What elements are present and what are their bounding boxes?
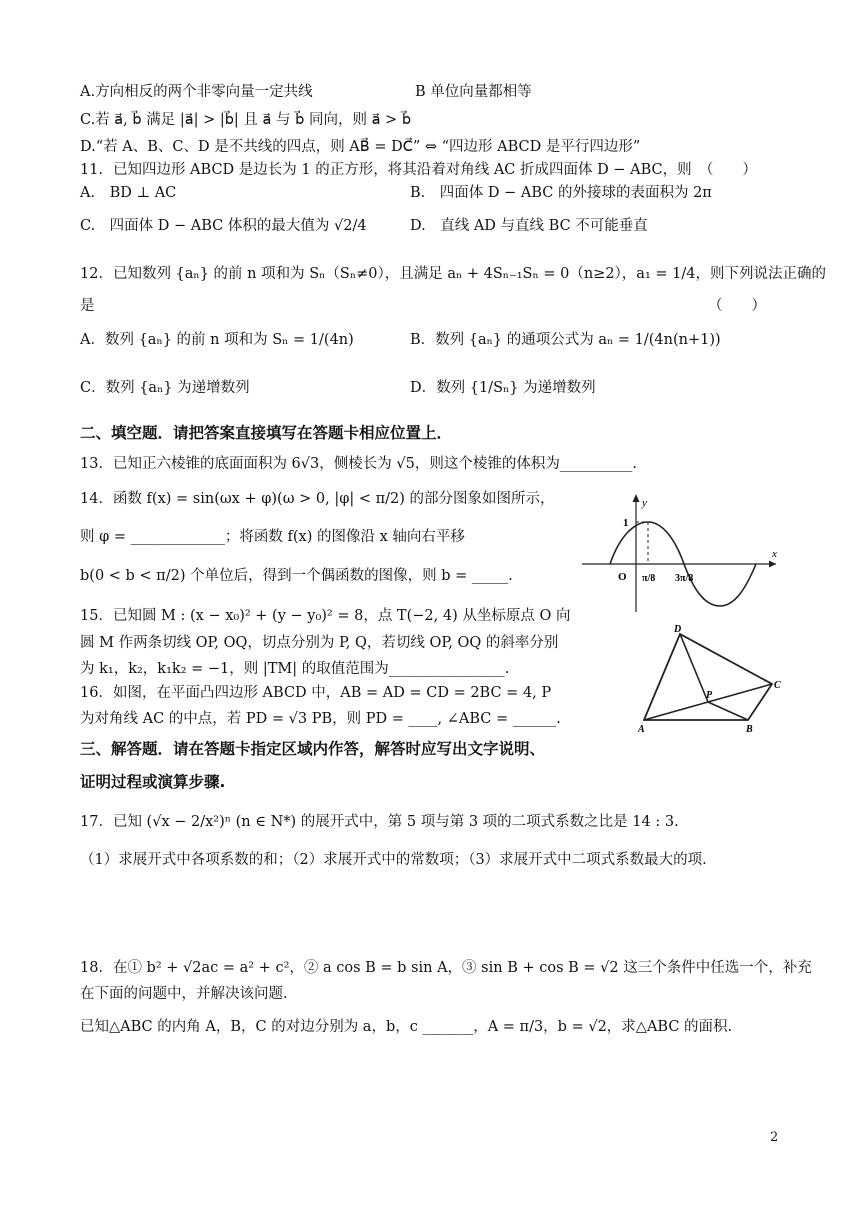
q11-option-b: B. 四面体 D − ABC 的外接球的表面积为 2π bbox=[410, 185, 712, 201]
section-2-heading: 二、填空题．请把答案直接填写在答题卡相应位置上． bbox=[80, 424, 453, 442]
origin-label: O bbox=[618, 571, 627, 583]
q11-option-a: A. BD ⊥ AC bbox=[80, 185, 177, 201]
point-d-label: D bbox=[674, 624, 682, 635]
q10-option-b: B 单位向量都相等 bbox=[415, 84, 532, 100]
quadrilateral-figure bbox=[632, 622, 792, 734]
point-p-label: P bbox=[706, 690, 713, 701]
q14-line-1: 14．函数 f(x) = sin(ωx + φ)(ω > 0, |φ| < π/2) 的部分图象如图所示， bbox=[80, 491, 555, 507]
y-axis-arrow bbox=[633, 494, 640, 502]
segment-pb bbox=[708, 702, 748, 720]
y-tick-1: 1 bbox=[623, 517, 629, 529]
q12-option-d: D．数列 {1/Sₙ} 为递增数列 bbox=[410, 380, 596, 396]
q14-line-3: b(0 < b < π/2) 个单位后，得到一个偶函数的图像，则 b = _____. bbox=[80, 568, 513, 584]
q15-line-3: 为 k₁，k₂，k₁k₂ = −1，则 |TM| 的取值范围为________________. bbox=[80, 661, 510, 677]
section-3-heading: 三、解答题．请在答题卡指定区域内作答，解答时应写出文字说明、 bbox=[80, 740, 546, 758]
q10-option-c: C.若 a⃗, b⃗ 满足 |a⃗| > |b⃗| 且 a⃗ 与 b⃗ 同向，则 a⃗ > b⃗ bbox=[80, 112, 412, 128]
q14-line-2: 则 φ = _____________；将函数 f(x) 的图像沿 x 轴向右平移 bbox=[80, 529, 465, 545]
page-number: 2 bbox=[770, 1130, 779, 1145]
q12-option-c: C．数列 {aₙ} 为递增数列 bbox=[80, 380, 250, 396]
q16-line-1: 16．如图，在平面凸四边形 ABCD 中，AB = AD = CD = 2BC = 4, P bbox=[80, 685, 552, 701]
q15-line-2: 圆 M 作两条切线 OP, OQ，切点分别为 P, Q，若切线 OP, OQ 的斜率分别 bbox=[80, 635, 559, 651]
q13: 13．已知正六棱锥的底面面积为 6√3，侧棱长为 √5，则这个棱锥的体积为__________. bbox=[80, 456, 637, 472]
q12-stem: 12．已知数列 {aₙ} 的前 n 项和为 Sₙ（Sₙ≠0），且满足 aₙ + 4Sₙ₋₁Sₙ = 0（n≥2），a₁ = 1/4，则下列说法正确的 bbox=[80, 266, 826, 282]
sine-graph-figure bbox=[580, 490, 780, 615]
quad-abcd bbox=[644, 634, 772, 720]
segment-dp bbox=[680, 634, 708, 702]
point-c-label: C bbox=[774, 680, 781, 691]
q11-option-c: C. 四面体 D − ABC 体积的最大值为 √2/4 bbox=[80, 218, 367, 234]
q10-option-d: D.“若 A、B、C、D 是不共线的四点，则 AB⃗ = DC⃗” ⇔ “四边形 ABCD 是平行四边形” bbox=[80, 139, 641, 155]
q10-option-a: A.方向相反的两个非零向量一定共线 bbox=[80, 84, 313, 100]
y-axis-label: y bbox=[642, 497, 647, 509]
x-axis-arrow bbox=[769, 561, 776, 568]
q18-line-2: 在下面的问题中，并解决该问题. bbox=[80, 986, 288, 1002]
section-3-heading-cont: 证明过程或演算步骤. bbox=[80, 773, 226, 791]
q12-stem-cont: 是 bbox=[80, 298, 95, 314]
q16-line-2: 为对角线 AC 的中点，若 PD = √3 PB，则 PD = ____, ∠ABC = ______. bbox=[80, 711, 561, 727]
x-tick-pi-8: π/8 bbox=[642, 573, 656, 584]
point-a-label: A bbox=[638, 724, 645, 734]
q12-answer-bracket: （ ） bbox=[708, 298, 766, 314]
q17-parts: （1）求展开式中各项系数的和；（2）求展开式中的常数项；（3）求展开式中二项式系数最大的项. bbox=[80, 852, 707, 868]
q17-stem: 17．已知 (√x − 2/x²)ⁿ (n ∈ N*) 的展开式中，第 5 项与第 3 项的二项式系数之比是 14 : 3. bbox=[80, 814, 679, 830]
q11-stem: 11．已知四边形 ABCD 是边长为 1 的正方形，将其沿着对角线 AC 折成四面体 D − ABC，则 （ ） bbox=[80, 162, 757, 178]
q18-line-1: 18．在① b² + √2ac = a² + c²，② a cos B = b sin A，③ sin B + cos B = √2 这三个条件中任选一个，补充 bbox=[80, 960, 812, 976]
q12-option-b: B．数列 {aₙ} 的通项公式为 aₙ = 1/(4n(n+1)) bbox=[410, 332, 721, 348]
q11-option-d: D. 直线 AD 与直线 BC 不可能垂直 bbox=[410, 218, 648, 234]
point-b-label: B bbox=[746, 724, 753, 734]
q15-line-1: 15．已知圆 M : (x − x₀)² + (y − y₀)² = 8，点 T(−2, 4) 从坐标原点 O 向 bbox=[80, 608, 571, 624]
q12-option-a: A．数列 {aₙ} 的前 n 项和为 Sₙ = 1/(4n) bbox=[80, 332, 354, 348]
x-axis-label: x bbox=[772, 548, 777, 560]
q18-line-3: 已知△ABC 的内角 A，B，C 的对边分别为 a，b，c _______，A = π/3，b = √2，求△ABC 的面积. bbox=[80, 1019, 733, 1035]
x-tick-3pi-8: 3π/8 bbox=[675, 573, 694, 584]
